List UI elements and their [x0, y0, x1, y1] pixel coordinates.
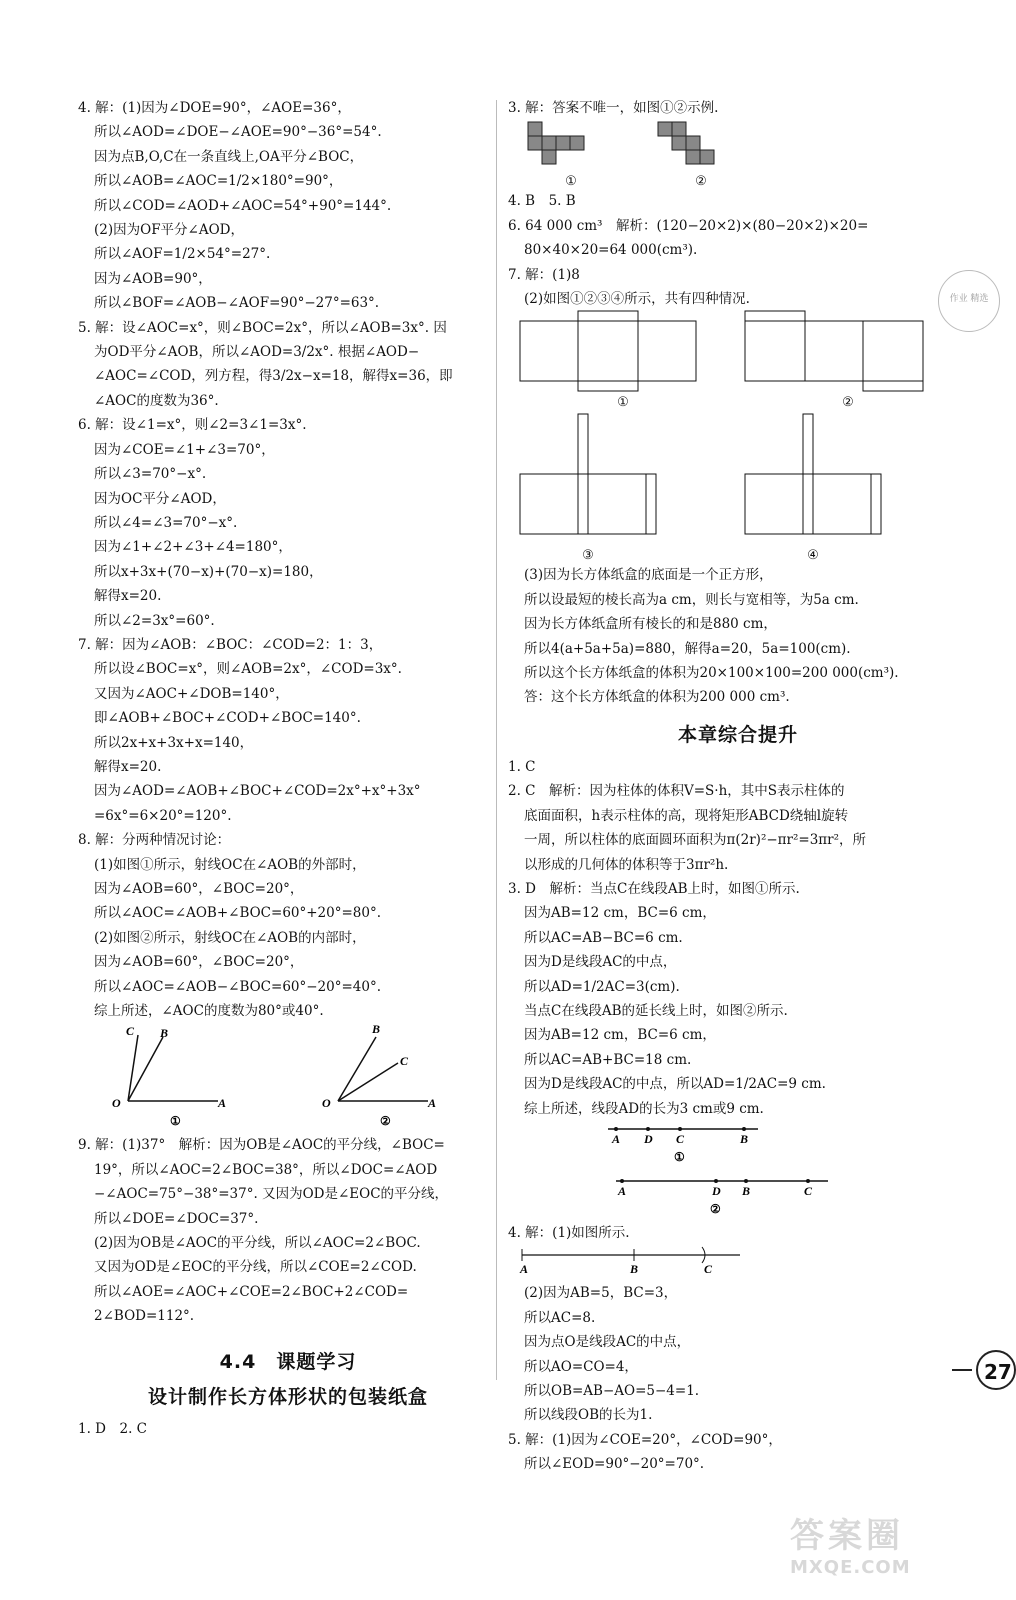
stamp-logo [938, 270, 1000, 332]
net-caption-2: ② [695, 174, 707, 190]
c3-line: 所以AC=AB+BC=18 cm. [524, 1051, 692, 1068]
stamp-text: 作业 精选 [949, 294, 989, 304]
r-q7b-line: 答：这个长方体纸盒的体积为200 000 cm³. [524, 689, 790, 706]
r-q7-line: (2)如图①②③④所示，共有四种情况. [524, 291, 750, 308]
r-q7b-line: 所以这个长方体纸盒的体积为20×100×100=200 000(cm³). [524, 665, 899, 682]
q4-line: 4. 解：(1)因为∠DOE=90°，∠AOE=36°， [78, 100, 351, 116]
c1: 1. C [508, 758, 536, 775]
label-a: A [612, 1131, 621, 1146]
angle-figure-1 [108, 1023, 258, 1133]
q4-line: 所以∠BOF=∠AOB−∠AOF=90°−27°=63°. [94, 295, 380, 312]
label-a: A [520, 1262, 529, 1277]
q8-line: 8. 解：分两种情况讨论： [78, 832, 231, 849]
c3-line: 3. D 解析：当点C在线段AB上时，如图①所示. [508, 880, 800, 897]
q4-line: 所以∠AOB=∠AOC=1/2×180°=90°， [94, 173, 343, 190]
q4-line: 所以∠AOF=1/2×54°=27°. [94, 246, 271, 263]
c5-line: 5. 解：(1)因为∠COE=20°，∠COD=90°， [508, 1431, 782, 1448]
right-column [508, 96, 968, 1477]
left-column [78, 96, 498, 1441]
box-net-figure-1 [518, 311, 728, 391]
c2-line: 以形成的几何体的体积等于3πr²h. [524, 856, 729, 873]
c3-line: 综上所述，线段AD的长为3 cm或9 cm. [524, 1100, 764, 1117]
label-o: O [112, 1096, 121, 1111]
q9-line: −∠AOC=75°−38°=37°. 又因为OD是∠EOC的平分线， [94, 1186, 449, 1203]
q6-line: 所以∠4=∠3=70°−x°. [94, 514, 238, 531]
label-d: D [712, 1183, 721, 1198]
q5-line: 5. 解：设∠AOC=x°，则∠BOC=2x°，所以∠AOB=3x°. 因 [78, 319, 447, 336]
r-q7b-line: 所以4(a+5a+5a)=880，解得a=20，5a=100(cm). [524, 640, 851, 657]
c3-line: 因为AB=12 cm，BC=6 cm， [524, 905, 716, 922]
question-6 [78, 413, 498, 633]
q7-line: 因为∠AOD=∠AOB+∠BOC+∠COD=2x°+x°+3x° [94, 783, 421, 800]
q4-line: 因为点B,O,C在一条直线上,OA平分∠BOC， [94, 148, 364, 165]
angle-figures [78, 1023, 498, 1133]
q8-line: 因为∠AOB=60°，∠BOC=20°， [94, 881, 304, 897]
label-c: C [400, 1054, 409, 1069]
box-net-4 [743, 414, 968, 563]
watermark-line1: 答案圈 [790, 1516, 904, 1556]
net-example-2 [656, 120, 746, 189]
question-4 [78, 96, 498, 316]
box-net-caption: ④ [807, 548, 819, 564]
net-caption-1: ① [565, 174, 577, 190]
q4-line: 所以∠AOD=∠DOE−∠AOE=90°−36°=54°. [94, 124, 382, 141]
r-q7-line: 7. 解：(1)8 [508, 266, 580, 283]
page-number-value: 27 [976, 1350, 1016, 1390]
box-net-3 [518, 414, 743, 563]
section-answers: 1. D 2. C [78, 1420, 147, 1437]
segment-figure-2 [608, 1173, 928, 1217]
c3-line: 因为D是线段AC的中点，所以AD=1/2AC=9 cm. [524, 1076, 826, 1093]
box-net-2 [743, 311, 968, 410]
q5-line: ∠AOC=∠COD，列方程，得3/2x−x=18，解得x=36，即 [94, 368, 453, 385]
r-q7b-line: 因为长方体纸盒所有棱长的和是880 cm， [524, 616, 777, 633]
net-figure-1 [526, 120, 616, 170]
label-a: A [618, 1183, 627, 1198]
chapter-title: 本章综合提升 [677, 723, 798, 746]
c4b-line: 所以线段OB的长为1. [524, 1407, 653, 1424]
q9-line: 又因为OD是∠EOC的平分线，所以∠COE=2∠COD. [94, 1259, 417, 1276]
q6-line: 因为∠1+∠2+∠3+∠4=180°， [94, 539, 292, 556]
q5-line: 为OD平分∠AOB，所以∠AOD=3/2x°. 根据∠AOD− [94, 344, 420, 361]
label-a: A [428, 1096, 437, 1111]
net-example-1 [526, 120, 616, 189]
label-a: A [218, 1096, 227, 1111]
q9-line: 19°，所以∠AOC=2∠BOC=38°，所以∠DOC=∠AOD [94, 1161, 438, 1178]
q6-line: 6. 解：设∠1=x°，则∠2=3∠1=3x°. [78, 417, 307, 434]
q8-line: 所以∠AOC=∠AOB−∠BOC=60°−20°=40°. [94, 978, 382, 995]
q4-line: (2)因为OF平分∠AOD， [94, 222, 245, 239]
box-net-figure-4 [743, 414, 953, 544]
r-q7b-line: 所以设最短的棱长高为a cm，则长与宽相等，为5a cm. [524, 591, 859, 608]
box-net-caption: ② [842, 395, 854, 411]
q7-line: 即∠AOB+∠BOC+∠COD+∠BOC=140°. [94, 710, 361, 727]
label-c: C [126, 1024, 135, 1039]
angle-figure-2 [318, 1023, 468, 1133]
c2-line: 2. C 解析：因为柱体的体积V=S·h，其中S表示柱体的 [508, 783, 845, 800]
r-q6-line: 80×40×20=64 000(cm³). [524, 242, 698, 259]
q7-line: 7. 解：因为∠AOB：∠BOC：∠COD=2：1：3， [78, 636, 383, 653]
question-8 [78, 828, 498, 1023]
q7-line: 所以2x+x+3x+x=140， [94, 734, 254, 751]
caption-2: ② [710, 1201, 721, 1216]
q4-line: 所以∠COD=∠AOD+∠AOC=54°+90°=144°. [94, 197, 392, 214]
q8-line: 因为∠AOB=60°，∠BOC=20°， [94, 954, 304, 971]
q8-line: (1)如图①所示，射线OC在∠AOB的外部时， [94, 856, 366, 873]
question-5 [78, 316, 498, 414]
q9-line: 所以∠DOE=∠DOC=37°. [94, 1210, 259, 1227]
box-net-caption: ① [617, 395, 629, 411]
caption-1: ① [170, 1114, 181, 1129]
watermark [790, 1508, 980, 1578]
q5-line: ∠AOC的度数为36°. [94, 392, 219, 409]
q8-line: (2)如图②所示，射线OC在∠AOB的内部时， [94, 929, 366, 946]
c4a: 4. 解：(1)如图所示. [508, 1224, 630, 1241]
c3-line: 所以AC=AB−BC=6 cm. [524, 929, 683, 946]
q8-line: 所以∠AOC=∠AOB+∠BOC=60°+20°=80°. [94, 905, 382, 922]
q9-line: 所以∠AOE=∠AOC+∠COE=2∠BOC+2∠COD= [94, 1283, 409, 1300]
box-net-figure-2 [743, 311, 953, 391]
q7-line: =6x°=6×20°=120°. [94, 807, 232, 824]
q9-line: (2)因为OB是∠AOC的平分线，所以∠AOC=2∠BOC. [94, 1235, 421, 1252]
q9-line: 2∠BOD=112°. [94, 1308, 195, 1325]
section-subtitle: 设计制作长方体形状的包装纸盒 [147, 1385, 428, 1408]
c3-line: 当点C在线段AB的延长线上时，如图②所示. [524, 1002, 788, 1019]
r-q6-line: 6. 64 000 cm³ 解析：(120−20×2)×(80−20×2)×20= [508, 217, 869, 234]
c3-line: 因为AB=12 cm，BC=6 cm， [524, 1027, 716, 1044]
r-q7b-line: (3)因为长方体纸盒的底面是一个正方形， [524, 567, 773, 584]
label-c: C [804, 1183, 813, 1198]
question-7 [78, 633, 498, 828]
label-c: C [704, 1262, 713, 1277]
net-figure-2 [656, 120, 746, 170]
label-d: D [644, 1131, 653, 1146]
c3-line: 因为D是线段AC的中点， [524, 954, 677, 971]
q8-line: 综上所述，∠AOC的度数为80°或40°. [94, 1003, 324, 1020]
c4b-line: 所以AC=8. [524, 1309, 596, 1326]
label-b: B [740, 1131, 749, 1146]
question-9 [78, 1133, 498, 1328]
section-title: 4.4 课题学习 [219, 1350, 357, 1373]
q7-line: 又因为∠AOC+∠DOB=140°， [94, 685, 289, 702]
q6-line: 因为OC平分∠AOD， [94, 490, 226, 507]
label-c: C [676, 1131, 685, 1146]
watermark-line2: MXQE.COM [790, 1557, 911, 1578]
box-nets [508, 311, 968, 563]
q6-line: 解得x=20. [94, 588, 162, 605]
c4b-line: 所以AO=CO=4， [524, 1358, 638, 1375]
q6-line: 所以∠2=3x°=60°. [94, 612, 215, 629]
caption-2: ② [380, 1114, 391, 1129]
net-examples [508, 120, 968, 189]
c4b-line: (2)因为AB=5，BC=3， [524, 1285, 678, 1302]
caption-1: ① [674, 1149, 685, 1164]
q7-line: 解得x=20. [94, 758, 162, 775]
c4b-line: 所以OB=AB−AO=5−4=1. [524, 1383, 700, 1399]
r-q45: 4. B 5. B [508, 193, 576, 210]
box-net-1 [518, 311, 743, 410]
label-b: B [742, 1183, 751, 1198]
q7-line: 所以设∠BOC=x°，则∠AOB=2x°，∠COD=3x°. [94, 661, 402, 678]
page-number [940, 1350, 1012, 1390]
segment-figure-1 [598, 1121, 918, 1165]
page-number-dash [952, 1369, 972, 1371]
segment-figure-3 [518, 1245, 758, 1277]
c2-line: 一周，所以柱体的底面圆环面积为π(2r)²−πr²=3πr²，所 [524, 832, 867, 849]
c5-line: 所以∠EOD=90°−20°=70°. [524, 1456, 705, 1473]
c3-line: 所以AD=1/2AC=3(cm). [524, 978, 680, 995]
q6-line: 所以∠3=70°−x°. [94, 466, 207, 483]
label-b: B [630, 1262, 639, 1277]
q6-line: 因为∠COE=∠1+∠3=70°， [94, 441, 275, 458]
q4-line: 因为∠AOB=90°， [94, 270, 212, 287]
q6-line: 所以x+3x+(70−x)+(70−x)=180， [94, 563, 323, 580]
box-net-figure-3 [518, 414, 728, 544]
r-q3: 3. 解：答案不唯一，如图①②示例. [508, 100, 719, 116]
box-net-caption: ③ [582, 548, 594, 564]
c4b-line: 因为点O是线段AC的中点， [524, 1334, 691, 1351]
c2-line: 底面面积，h表示柱体的高，现将矩形ABCD绕轴l旋转 [524, 807, 849, 824]
label-b: B [372, 1022, 381, 1037]
q9-line: 9. 解：(1)37° 解析：因为OB是∠AOC的平分线，∠BOC= [78, 1137, 445, 1154]
label-b: B [160, 1026, 169, 1041]
label-o: O [322, 1096, 331, 1111]
